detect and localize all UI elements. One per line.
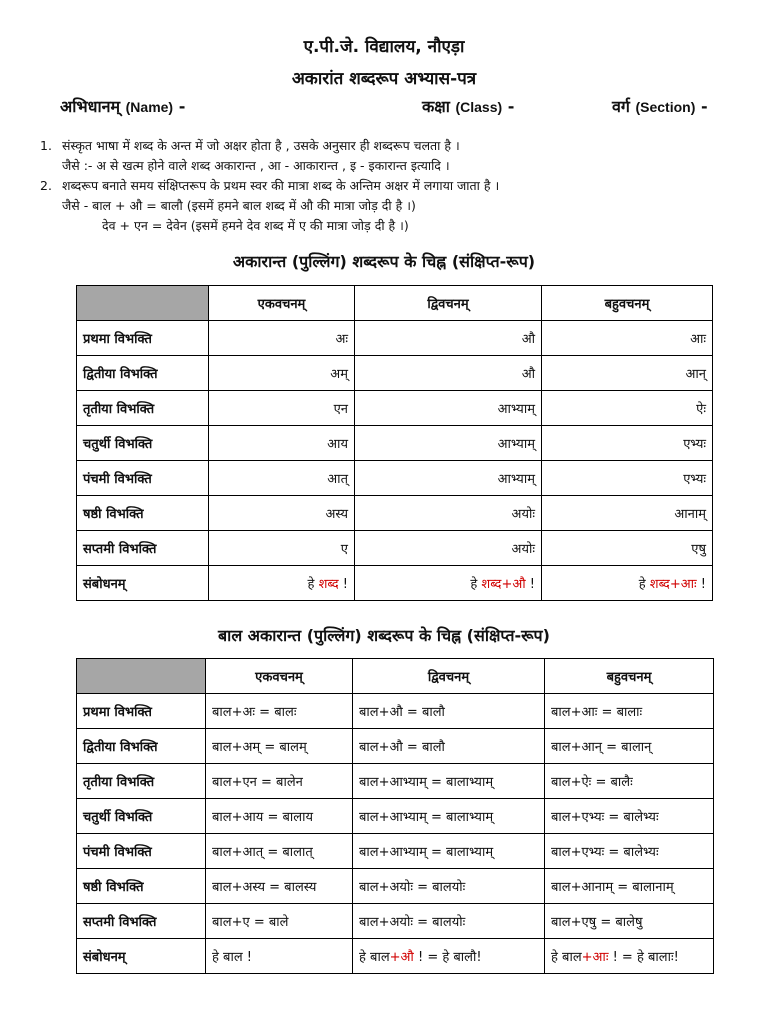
table-cell: औ bbox=[355, 321, 542, 356]
class-field bbox=[422, 95, 514, 117]
table-row bbox=[77, 356, 713, 391]
table-row bbox=[77, 496, 713, 531]
table-cell: अः bbox=[209, 321, 355, 356]
table-cell: आय bbox=[209, 426, 355, 461]
table-cell: एषु bbox=[542, 531, 713, 566]
instruction-line bbox=[40, 156, 740, 176]
vocative-prefix: हे बाल bbox=[212, 950, 243, 965]
table-cell: बाल+आनाम् = बालानाम् bbox=[545, 869, 714, 904]
table-cell bbox=[355, 566, 542, 601]
case-label: प्रथमा विभक्ति bbox=[77, 694, 206, 729]
vocative-suffix: ! = हे बालाः! bbox=[608, 950, 679, 965]
corner-cell bbox=[77, 659, 206, 694]
table-cell: बाल+ए = बाले bbox=[206, 904, 353, 939]
instruction-number: 1. bbox=[40, 138, 52, 153]
instruction-text: देव + एन = देवेन (इसमें हमने देव शब्द में ए की मात्रा जोड़ दी है ।) bbox=[102, 218, 409, 233]
section-dash: - bbox=[700, 97, 708, 116]
case-label: तृतीया विभक्ति bbox=[77, 391, 209, 426]
case-label: षष्ठी विभक्ति bbox=[77, 496, 209, 531]
table-cell: औ bbox=[355, 356, 542, 391]
case-label: पंचमी विभक्ति bbox=[77, 834, 206, 869]
table-row bbox=[77, 694, 714, 729]
table-cell: बाल+एन = बालेन bbox=[206, 764, 353, 799]
table-cell: बाल+आत् = बालात् bbox=[206, 834, 353, 869]
table1-title: अकारान्त (पुल्लिंग) शब्दरूप के चिह्न (संक्षिप्त-रूप) bbox=[232, 252, 536, 271]
table-cell: आभ्याम् bbox=[355, 391, 542, 426]
table-cell: आभ्याम् bbox=[355, 426, 542, 461]
instruction-line bbox=[40, 196, 740, 216]
case-label: सप्तमी विभक्ति bbox=[77, 531, 209, 566]
table-cell: एभ्यः bbox=[542, 426, 713, 461]
table-row bbox=[77, 764, 714, 799]
vocative-prefix: हे बाल bbox=[359, 950, 390, 965]
vocative-highlight: +आः bbox=[581, 950, 609, 965]
vocative-prefix: हे बाल bbox=[551, 950, 582, 965]
table-cell: बाल+आन् = बालान् bbox=[545, 729, 714, 764]
instruction-text: संस्कृत भाषा में शब्द के अन्त में जो अक्षर होता है , उसके अनुसार ही शब्दरूप चलता है । bbox=[62, 138, 460, 153]
instruction-line bbox=[40, 136, 740, 156]
case-label: सप्तमी विभक्ति bbox=[77, 904, 206, 939]
table-cell bbox=[209, 566, 355, 601]
class-label-en: (Class) bbox=[455, 99, 503, 115]
case-label: तृतीया विभक्ति bbox=[77, 764, 206, 799]
table-row bbox=[77, 869, 714, 904]
name-field bbox=[60, 95, 185, 117]
vocative-suffix: ! bbox=[338, 577, 348, 592]
table-cell: बाल+आय = बालाय bbox=[206, 799, 353, 834]
case-label: द्वितीया विभक्ति bbox=[77, 356, 209, 391]
table-cell: अस्य bbox=[209, 496, 355, 531]
table-cell: बाल+अः = बालः bbox=[206, 694, 353, 729]
worksheet-title: अकारांत शब्दरूप अभ्यास-पत्र bbox=[291, 69, 477, 89]
vocative-highlight: शब्द+आः bbox=[649, 577, 697, 592]
class-label: कक्षा bbox=[422, 97, 450, 116]
case-label: चतुर्थी विभक्ति bbox=[77, 799, 206, 834]
table-cell: अम् bbox=[209, 356, 355, 391]
table-cell: एभ्यः bbox=[542, 461, 713, 496]
section-field bbox=[612, 95, 708, 117]
vocative-highlight: +औ bbox=[389, 950, 414, 965]
table-cell: बाल+अस्य = बालस्य bbox=[206, 869, 353, 904]
column-header-plural: बहुवचनम् bbox=[542, 286, 713, 321]
table-cell bbox=[206, 939, 353, 974]
table-row bbox=[77, 531, 713, 566]
vocative-prefix: हे bbox=[307, 577, 319, 592]
table-row bbox=[77, 391, 713, 426]
table-cell: आन् bbox=[542, 356, 713, 391]
table-header-row bbox=[77, 659, 714, 694]
table-cell: ऐः bbox=[542, 391, 713, 426]
name-label: अभिधानम् bbox=[60, 97, 121, 116]
vocative-suffix: ! bbox=[525, 577, 535, 592]
table-cell: बाल+आभ्याम् = बालाभ्याम् bbox=[353, 834, 545, 869]
instruction-number: 2. bbox=[40, 178, 52, 193]
table-cell: आनाम् bbox=[542, 496, 713, 531]
table-cell: बाल+अम् = बालम् bbox=[206, 729, 353, 764]
case-label: प्रथमा विभक्ति bbox=[77, 321, 209, 356]
table-cell: बाल+एषु = बालेषु bbox=[545, 904, 714, 939]
column-header-singular: एकवचनम् bbox=[206, 659, 353, 694]
suffix-table bbox=[76, 285, 713, 601]
table-cell: एन bbox=[209, 391, 355, 426]
table-header-row bbox=[77, 286, 713, 321]
table-cell bbox=[542, 566, 713, 601]
case-label: पंचमी विभक्ति bbox=[77, 461, 209, 496]
school-name: ए.पी.जे. विद्यालय, नौएड़ा bbox=[303, 37, 465, 57]
section-label-en: (Section) bbox=[635, 99, 696, 115]
table-cell bbox=[545, 939, 714, 974]
vocative-prefix: हे bbox=[638, 577, 650, 592]
table-cell: बाल+अयोः = बालयोः bbox=[353, 869, 545, 904]
vocative-highlight: शब्द+औ bbox=[481, 577, 526, 592]
table-cell: आभ्याम् bbox=[355, 461, 542, 496]
name-label-en: (Name) bbox=[125, 99, 174, 115]
table-cell: बाल+औ = बालौ bbox=[353, 694, 545, 729]
column-header-plural: बहुवचनम् bbox=[545, 659, 714, 694]
table-row bbox=[77, 904, 714, 939]
table-row bbox=[77, 321, 713, 356]
case-label: संबोधनम् bbox=[77, 939, 206, 974]
corner-cell bbox=[77, 286, 209, 321]
bala-declension-table bbox=[76, 658, 714, 974]
table-cell bbox=[353, 939, 545, 974]
section-label: वर्ग bbox=[612, 97, 630, 116]
vocative-row bbox=[77, 566, 713, 601]
case-label: षष्ठी विभक्ति bbox=[77, 869, 206, 904]
vocative-suffix: ! bbox=[696, 577, 706, 592]
column-header-dual: द्विवचनम् bbox=[355, 286, 542, 321]
table-cell: बाल+आः = बालाः bbox=[545, 694, 714, 729]
case-label: चतुर्थी विभक्ति bbox=[77, 426, 209, 461]
table-cell: बाल+आभ्याम् = बालाभ्याम् bbox=[353, 799, 545, 834]
table-cell: अयोः bbox=[355, 496, 542, 531]
table-cell: आत् bbox=[209, 461, 355, 496]
table-row bbox=[77, 426, 713, 461]
instructions-list bbox=[40, 136, 740, 236]
vocative-row bbox=[77, 939, 714, 974]
table-cell: बाल+एभ्यः = बालेभ्यः bbox=[545, 834, 714, 869]
case-label: संबोधनम् bbox=[77, 566, 209, 601]
instruction-line bbox=[40, 176, 740, 196]
class-dash: - bbox=[507, 97, 515, 116]
table-cell: बाल+आभ्याम् = बालाभ्याम् bbox=[353, 764, 545, 799]
table-cell: ए bbox=[209, 531, 355, 566]
instruction-text: शब्दरूप बनाते समय संक्षिप्तरूप के प्रथम स्वर की मात्रा शब्द के अन्तिम अक्षर में लगाया जाता है । bbox=[62, 178, 500, 193]
column-header-singular: एकवचनम् bbox=[209, 286, 355, 321]
table2-title: बाल अकारान्त (पुल्लिंग) शब्दरूप के चिह्न (संक्षिप्त-रूप) bbox=[218, 626, 550, 645]
table-cell: अयोः bbox=[355, 531, 542, 566]
vocative-suffix: ! bbox=[242, 950, 252, 965]
vocative-highlight: शब्द bbox=[318, 577, 339, 592]
instruction-text: जैसे :- अ से खत्म होने वाले शब्द अकारान्त , आ - आकारान्त , इ - इकारान्त इत्यादि । bbox=[62, 158, 450, 173]
table-cell: बाल+अयोः = बालयोः bbox=[353, 904, 545, 939]
column-header-dual: द्विवचनम् bbox=[353, 659, 545, 694]
table-cell: बाल+औ = बालौ bbox=[353, 729, 545, 764]
table-cell: बाल+एभ्यः = बालेभ्यः bbox=[545, 799, 714, 834]
vocative-prefix: हे bbox=[470, 577, 482, 592]
case-label: द्वितीया विभक्ति bbox=[77, 729, 206, 764]
table-row bbox=[77, 461, 713, 496]
table-row bbox=[77, 729, 714, 764]
student-fields bbox=[60, 95, 730, 119]
table-row bbox=[77, 834, 714, 869]
instruction-line bbox=[40, 216, 740, 236]
vocative-suffix: ! = हे बालौ! bbox=[413, 950, 482, 965]
table-cell: आः bbox=[542, 321, 713, 356]
table-cell: बाल+ऐः = बालैः bbox=[545, 764, 714, 799]
name-dash: - bbox=[178, 97, 186, 116]
table-row bbox=[77, 799, 714, 834]
instruction-text: जैसे - बाल + औ = बालौ (इसमें हमने बाल शब्द में औ की मात्रा जोड़ दी है ।) bbox=[62, 198, 416, 213]
